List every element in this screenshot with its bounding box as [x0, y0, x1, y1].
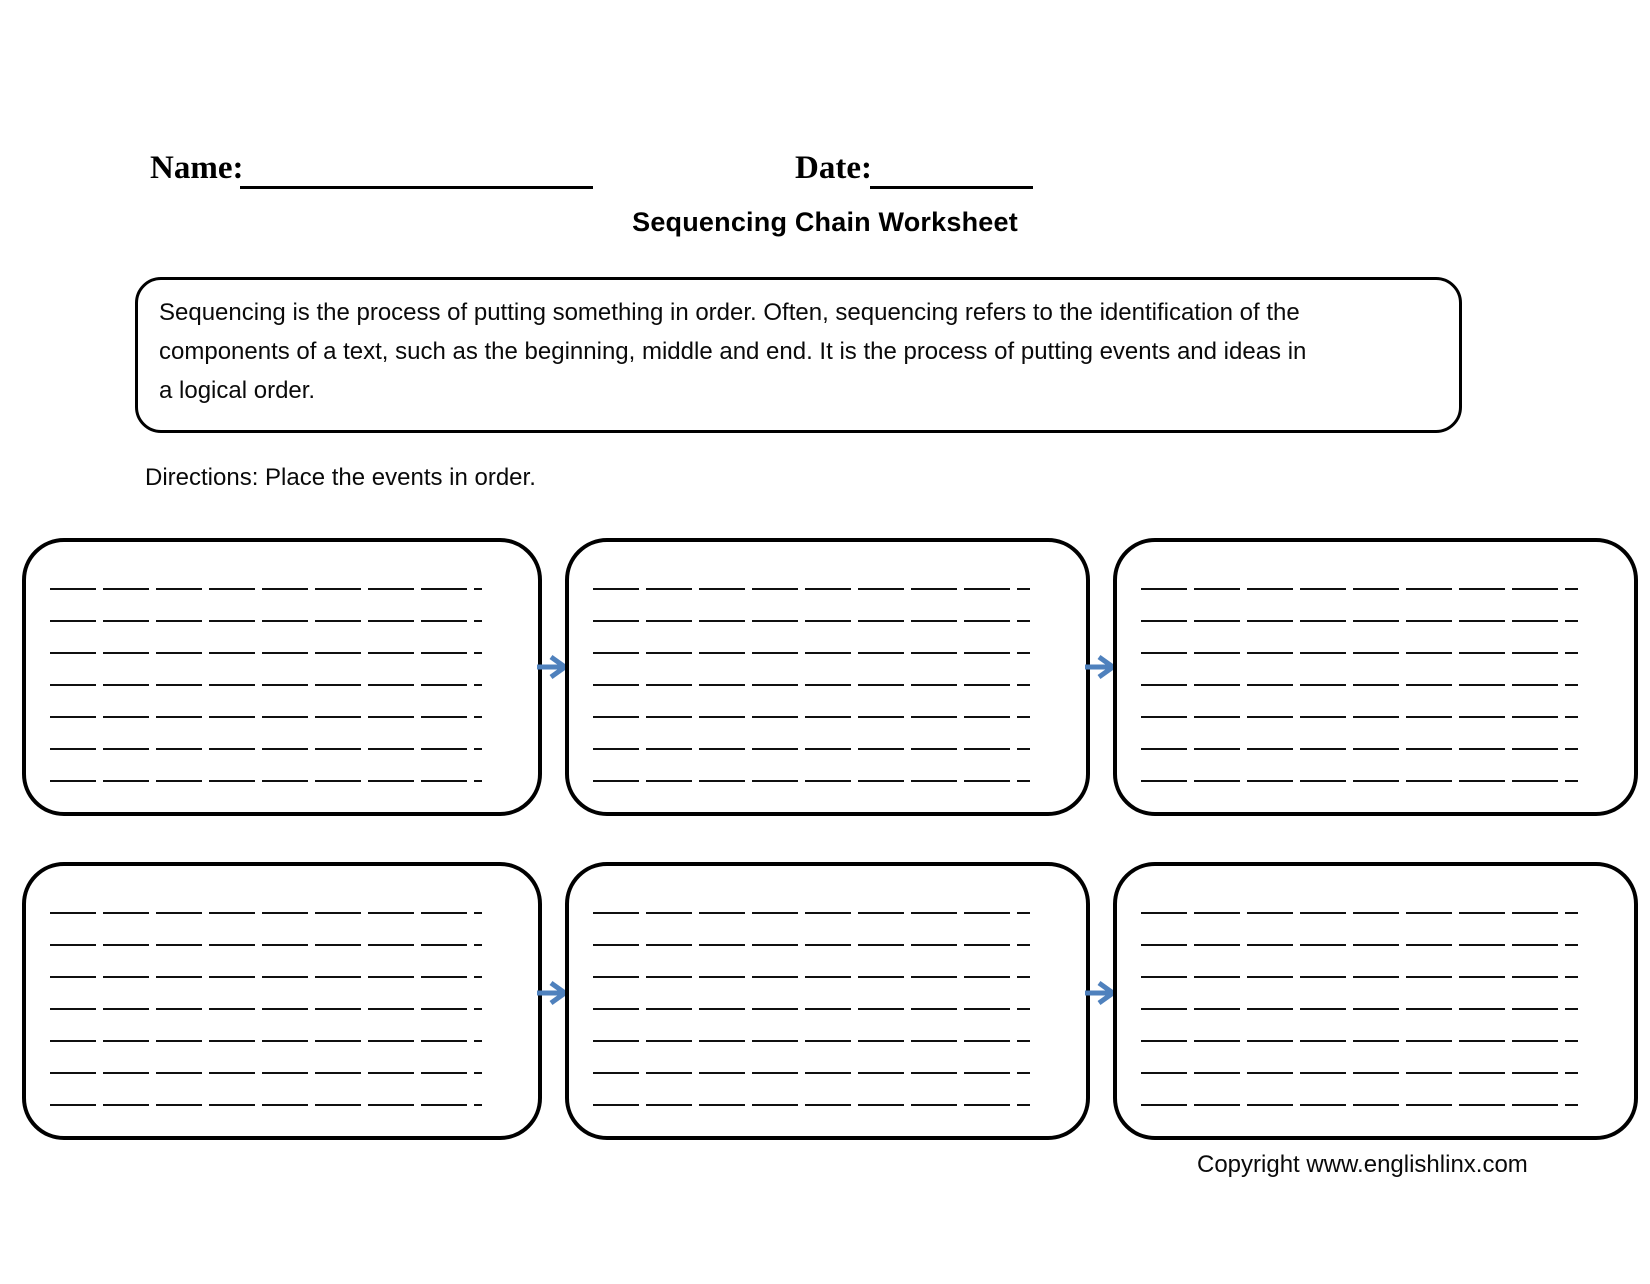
writing-line [1141, 588, 1578, 590]
writing-line [50, 944, 482, 946]
writing-line [50, 1104, 482, 1106]
writing-line [50, 684, 482, 686]
writing-line [593, 1008, 1030, 1010]
writing-lines [1141, 588, 1578, 802]
writing-line [50, 588, 482, 590]
writing-line [50, 976, 482, 978]
directions-text: Directions: Place the events in order. [145, 464, 536, 491]
writing-line [1141, 1008, 1578, 1010]
sequence-box-4[interactable] [22, 862, 542, 1140]
writing-line [1141, 620, 1578, 622]
definition-text-line: a logical order. [159, 377, 316, 404]
writing-line [593, 912, 1030, 914]
writing-line [50, 1072, 482, 1074]
writing-line [593, 652, 1030, 654]
name-blank-line[interactable] [240, 186, 593, 189]
date-blank-line[interactable] [870, 186, 1033, 189]
writing-line [1141, 976, 1578, 978]
definition-text-line: Sequencing is the process of putting something in order. Often, sequencing refers to the identification of the [159, 299, 1300, 326]
writing-line [1141, 716, 1578, 718]
sequence-box-5[interactable] [565, 862, 1090, 1140]
writing-line [50, 652, 482, 654]
writing-line [593, 1040, 1030, 1042]
writing-line [50, 780, 482, 782]
writing-line [1141, 944, 1578, 946]
writing-line [593, 748, 1030, 750]
sequence-box-3[interactable] [1113, 538, 1638, 816]
writing-line [593, 976, 1030, 978]
sequence-box-2[interactable] [565, 538, 1090, 816]
writing-line [593, 684, 1030, 686]
writing-lines [593, 588, 1030, 802]
writing-line [1141, 652, 1578, 654]
copyright-text: Copyright www.englishlinx.com [1197, 1151, 1528, 1178]
writing-line [1141, 1040, 1578, 1042]
writing-line [593, 1104, 1030, 1106]
writing-line [1141, 912, 1578, 914]
writing-lines [1141, 912, 1578, 1126]
definition-text-line: components of a text, such as the beginning, middle and end. It is the process of putting events and ideas in [159, 338, 1307, 365]
writing-line [593, 1072, 1030, 1074]
page-title: Sequencing Chain Worksheet [632, 207, 1018, 237]
writing-line [50, 716, 482, 718]
writing-lines [593, 912, 1030, 1126]
writing-line [1141, 780, 1578, 782]
writing-line [593, 780, 1030, 782]
writing-line [50, 912, 482, 914]
definition-box [135, 277, 1462, 433]
writing-lines [50, 588, 482, 802]
writing-line [593, 944, 1030, 946]
writing-line [593, 588, 1030, 590]
date-label: Date: [795, 150, 872, 186]
sequence-box-6[interactable] [1113, 862, 1638, 1140]
writing-line [593, 716, 1030, 718]
writing-line [50, 1040, 482, 1042]
writing-line [50, 748, 482, 750]
writing-line [1141, 748, 1578, 750]
writing-line [1141, 1072, 1578, 1074]
name-label: Name: [150, 150, 244, 186]
writing-line [50, 620, 482, 622]
writing-line [50, 1008, 482, 1010]
sequence-box-1[interactable] [22, 538, 542, 816]
writing-line [593, 620, 1030, 622]
writing-line [1141, 684, 1578, 686]
writing-line [1141, 1104, 1578, 1106]
writing-lines [50, 912, 482, 1126]
